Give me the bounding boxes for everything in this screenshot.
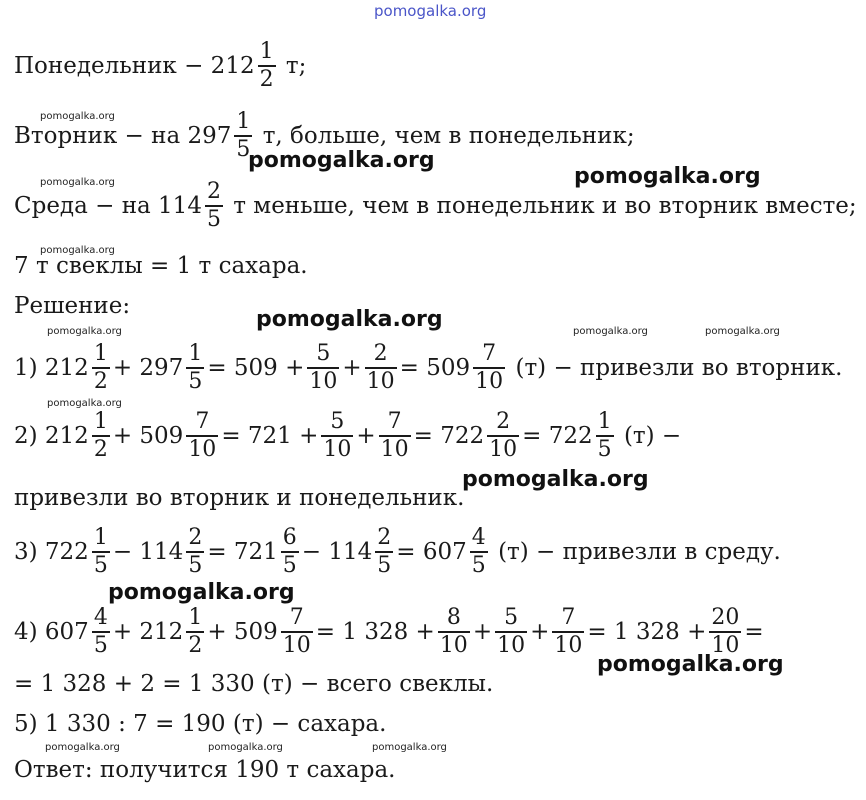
text-segment: 3) 722 [14,539,89,565]
fraction-denominator: 10 [554,632,583,658]
text-segment: + [530,619,550,645]
fraction [258,41,276,91]
fraction-numerator: 7 [561,605,576,631]
fraction [186,527,204,577]
fraction [307,343,339,393]
fraction-denominator: 5 [236,136,251,162]
watermark-small: pomogalka.org [47,326,122,337]
fraction-denominator: 10 [439,632,468,658]
text-segment: (т) − привезли во вторник. [508,355,843,381]
fraction-denominator: 5 [93,552,108,578]
fraction [281,607,313,657]
fraction-denominator: 5 [471,552,486,578]
text-segment: = 721 [207,539,278,565]
watermark-small: pomogalka.org [40,177,115,188]
text-segment: (т) − [616,423,682,449]
text-segment: + [342,355,362,381]
fraction [186,607,204,657]
watermark-small: pomogalka.org [45,742,120,753]
fraction-numerator: 7 [195,409,210,435]
fraction [281,527,299,577]
fraction-numerator: 4 [93,605,108,631]
fraction [186,343,204,393]
fraction-denominator: 5 [377,552,392,578]
text-segment: = 1 328 + [315,619,435,645]
fraction-numerator: 8 [446,605,461,631]
fraction [552,607,584,657]
watermark-big: pomogalka.org [256,307,443,332]
fraction-numerator: 1 [597,409,612,435]
fraction-numerator: 1 [93,409,108,435]
watermark-top: pomogalka.org [374,2,487,20]
line-step-2 [14,406,681,466]
text-segment: = 721 + [221,423,319,449]
watermark-small: pomogalka.org [208,742,283,753]
text-segment: 5) 1 330 : 7 = 190 (т) − сахара. [14,711,387,737]
fraction [92,343,110,393]
watermark-big: pomogalka.org [248,148,435,173]
watermark-big: pomogalka.org [462,467,649,492]
text-segment: + 509 [112,423,184,449]
text-segment: = 509 + [207,355,305,381]
fraction-denominator: 10 [475,368,504,394]
fraction-denominator: 2 [259,66,274,92]
fraction [92,527,110,577]
text-segment: (т) − привезли в среду. [490,539,781,565]
fraction [473,343,505,393]
text-segment: Понедельник − 212 [14,53,255,79]
fraction-denominator: 10 [711,632,740,658]
watermark-small: pomogalka.org [573,326,648,337]
text-segment: + [356,423,376,449]
fraction-denominator: 10 [497,632,526,658]
fraction-numerator: 2 [496,409,511,435]
text-segment: − 114 [301,539,373,565]
text-segment: Вторник − на 297 [14,123,232,149]
text-segment: привезли во вторник и понедельник. [14,485,465,511]
watermark-big: pomogalka.org [574,164,761,189]
fraction-numerator: 1 [93,341,108,367]
text-segment: + 297 [112,355,184,381]
fraction-denominator: 10 [366,368,395,394]
fraction-denominator: 2 [188,632,203,658]
text-segment: Решение: [14,293,131,319]
text-segment: = [744,619,764,645]
fraction-denominator: 5 [93,632,108,658]
fraction-numerator: 1 [259,39,274,65]
fraction-denominator: 10 [282,632,311,658]
watermark-big: pomogalka.org [108,580,295,605]
fraction [709,607,741,657]
fraction-numerator: 7 [482,341,497,367]
text-segment: т, больше, чем в понедельник; [255,123,635,149]
fraction-numerator: 6 [282,525,297,551]
fraction-numerator: 5 [504,605,519,631]
line-step-2-cont [14,468,464,528]
fraction [321,411,353,461]
fraction-numerator: 2 [206,179,221,205]
text-segment: 7 т свеклы = 1 т сахара. [14,253,308,279]
fraction-denominator: 5 [282,552,297,578]
fraction-denominator: 10 [489,436,518,462]
text-segment: 1) 212 [14,355,89,381]
text-segment: т меньше, чем в понедельник и во вторник вместе; [225,193,857,219]
text-segment: Среда − на 114 [14,193,202,219]
text-segment: = 722 [413,423,485,449]
fraction [205,181,223,231]
fraction-denominator: 5 [188,368,203,394]
watermark-small: pomogalka.org [705,326,780,337]
text-segment: т; [278,53,307,79]
line-monday [14,36,306,96]
watermark-big: pomogalka.org [597,652,784,677]
fraction-numerator: 1 [93,525,108,551]
watermark-small: pomogalka.org [40,245,115,256]
text-segment: − 114 [112,539,184,565]
fraction-numerator: 7 [289,605,304,631]
fraction-denominator: 2 [93,436,108,462]
text-segment: + 212 [112,619,184,645]
fraction-numerator: 7 [387,409,402,435]
watermark-small: pomogalka.org [372,742,447,753]
fraction-numerator: 2 [373,341,388,367]
fraction [365,343,397,393]
fraction [596,411,614,461]
fraction-numerator: 5 [330,409,345,435]
fraction-denominator: 10 [323,436,352,462]
fraction [438,607,470,657]
fraction-denominator: 5 [206,206,221,232]
fraction [487,411,519,461]
text-segment: = 1 328 + [587,619,707,645]
fraction-numerator: 1 [236,109,251,135]
fraction-denominator: 2 [93,368,108,394]
fraction [186,411,218,461]
watermark-small: pomogalka.org [40,111,115,122]
text-segment: = 607 [396,539,467,565]
fraction-numerator: 2 [188,525,203,551]
fraction-numerator: 5 [316,341,331,367]
text-segment: 4) 607 [14,619,89,645]
fraction-numerator: 2 [377,525,392,551]
fraction [375,527,393,577]
fraction-numerator: 4 [471,525,486,551]
line-step-1 [14,338,842,398]
text-segment: = 722 [522,423,593,449]
fraction-numerator: 1 [188,605,203,631]
text-segment: = 1 328 + 2 = 1 330 (т) − всего свеклы. [14,671,494,697]
fraction-denominator: 5 [188,552,203,578]
line-step-3 [14,522,781,582]
watermark-small: pomogalka.org [47,398,122,409]
fraction-numerator: 20 [711,605,740,631]
fraction [92,411,110,461]
fraction-denominator: 10 [188,436,217,462]
text-segment: = 509 [399,355,471,381]
fraction [92,607,110,657]
text-segment: + 509 [207,619,278,645]
fraction-denominator: 5 [597,436,612,462]
fraction [379,411,411,461]
fraction-denominator: 10 [309,368,338,394]
fraction-numerator: 1 [188,341,203,367]
fraction [470,527,488,577]
text-segment: + [472,619,493,645]
fraction-denominator: 10 [380,436,409,462]
text-segment: 2) 212 [14,423,89,449]
fraction [495,607,527,657]
text-segment: Ответ: получится 190 т сахара. [14,757,396,783]
